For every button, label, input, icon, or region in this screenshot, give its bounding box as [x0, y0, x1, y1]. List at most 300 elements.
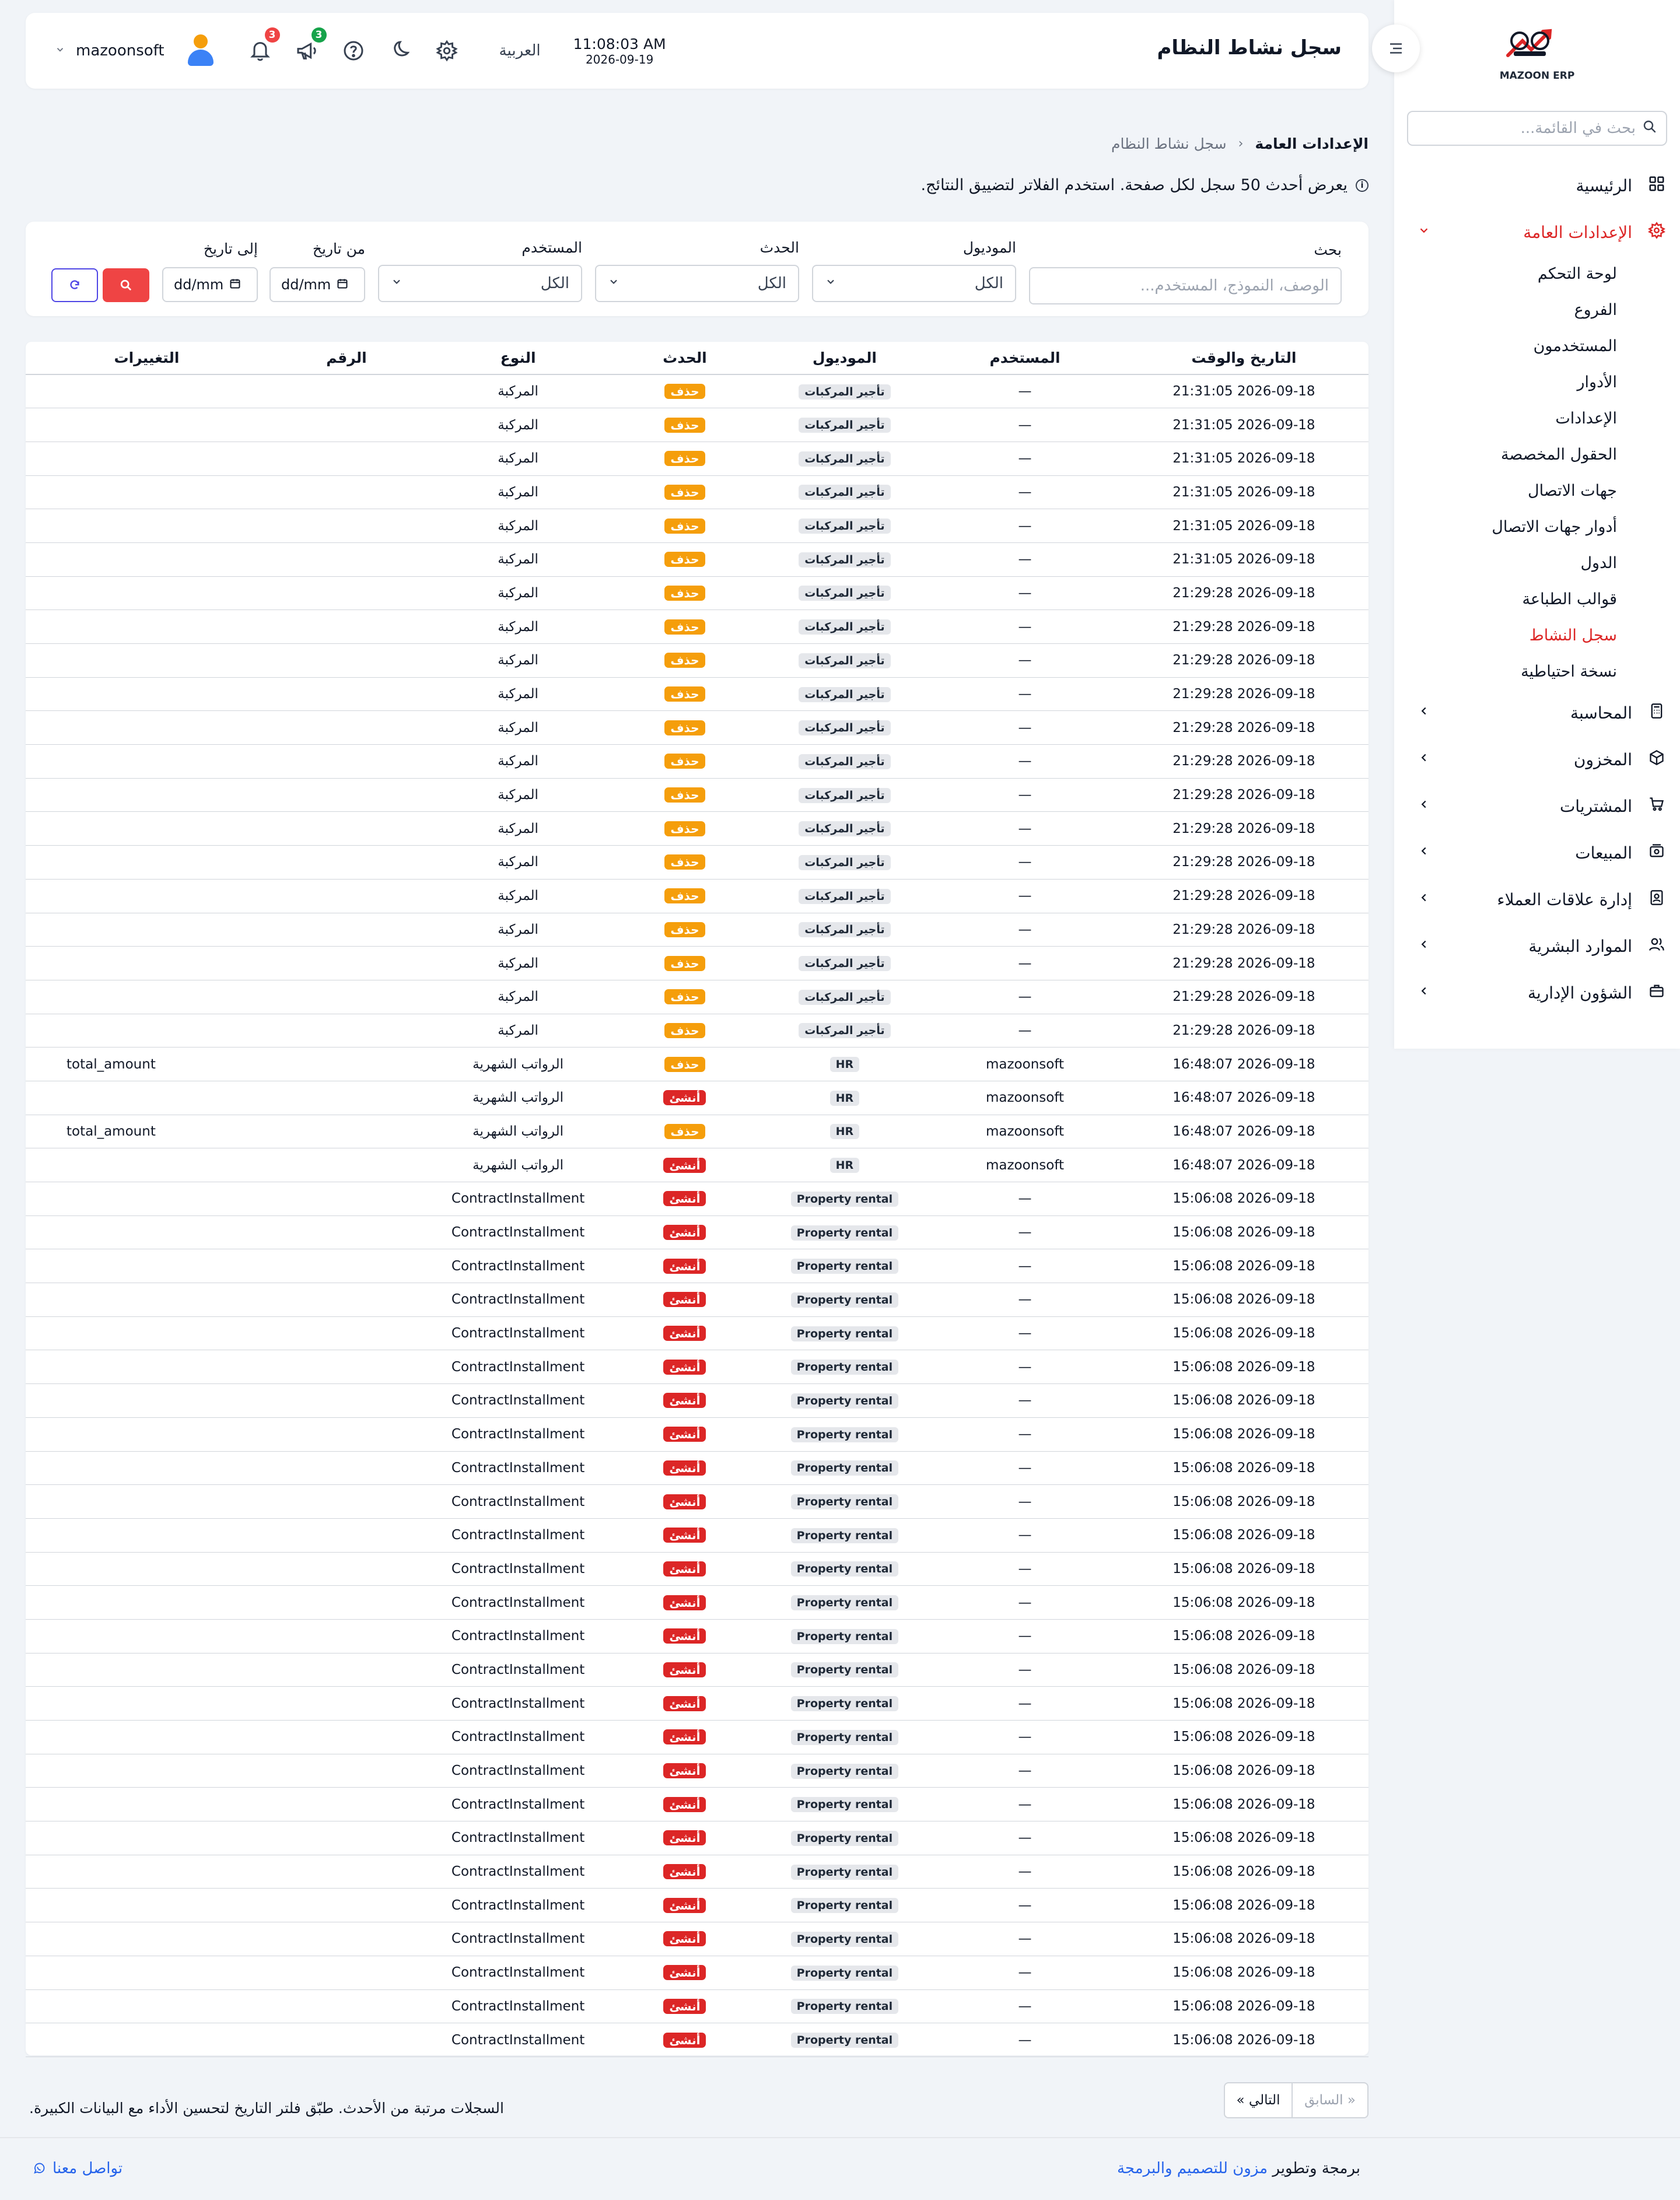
cell-changes [26, 1249, 268, 1283]
cell-event [611, 610, 758, 644]
module-tag: Property rental [791, 1192, 899, 1207]
table-row [26, 576, 1368, 610]
whatsapp-icon [33, 2162, 46, 2175]
logo[interactable] [1496, 23, 1578, 82]
sidebar-search-placeholder: بحث في القائمة... [1520, 120, 1636, 137]
cell-module [759, 1451, 931, 1485]
cell-user: — [930, 1788, 1119, 1821]
cell-event [611, 1115, 758, 1148]
cell-user: — [930, 1989, 1119, 2023]
top-header [26, 13, 1368, 89]
cell-type: ContractInstallment [425, 1384, 611, 1418]
event-badge: أنشئ [663, 1158, 706, 1173]
cell-datetime: 2026-09-18 21:31:05 [1119, 408, 1368, 442]
cell-changes [26, 1485, 268, 1519]
cell-number [268, 677, 425, 711]
cell-number [268, 1619, 425, 1653]
cell-user: — [930, 576, 1119, 610]
event-badge: أنشئ [663, 1864, 706, 1879]
module-tag: Property rental [791, 1966, 899, 1981]
cell-changes [26, 1417, 268, 1451]
user-select[interactable] [378, 265, 582, 302]
cell-type: ContractInstallment [425, 1721, 611, 1754]
sidebar-subitem-activity-log[interactable]: سجل النشاط [1529, 626, 1617, 644]
table-row [26, 846, 1368, 880]
users-icon [1645, 936, 1668, 957]
cell-changes [26, 1182, 268, 1216]
module-tag: تأجير المركبات [799, 821, 890, 836]
event-badge: أنشئ [663, 1393, 706, 1408]
cell-changes [26, 1384, 268, 1418]
cell-event [611, 1215, 758, 1249]
cell-number [268, 1048, 425, 1081]
from-date-input[interactable] [270, 267, 365, 302]
module-tag: HR [830, 1091, 860, 1106]
sidebar-subitem-users[interactable]: المستخدمون [1533, 337, 1617, 355]
event-badge: أنشئ [663, 1830, 706, 1845]
cell-type: ContractInstallment [425, 1821, 611, 1855]
table-row [26, 1619, 1368, 1653]
event-badge: أنشئ [663, 1729, 706, 1744]
cell-module [759, 1485, 931, 1519]
cell-type: ContractInstallment [425, 1485, 611, 1519]
cell-event [611, 576, 758, 610]
cell-module [759, 1989, 931, 2023]
cell-datetime: 2026-09-18 21:29:28 [1119, 745, 1368, 779]
event-select[interactable] [595, 265, 799, 302]
cell-module [759, 1788, 931, 1821]
grid-icon [1645, 175, 1668, 197]
cell-number [268, 1283, 425, 1317]
module-tag: تأجير المركبات [799, 788, 890, 803]
table-row [26, 1889, 1368, 1922]
cell-user: — [930, 1316, 1119, 1350]
module-tag: تأجير المركبات [799, 687, 890, 702]
search-icon [1643, 120, 1657, 138]
cell-module [759, 980, 931, 1014]
notifications-badge: 3 [265, 27, 280, 43]
menu-icon [1387, 40, 1405, 57]
cell-changes [26, 1586, 268, 1620]
cell-number [268, 1922, 425, 1956]
cell-event [611, 1855, 758, 1889]
cell-datetime: 2026-09-18 15:06:08 [1119, 1350, 1368, 1384]
cell-user: — [930, 1754, 1119, 1788]
cell-number [268, 1586, 425, 1620]
footer-credit-link[interactable]: مزون للتصميم والبرمجة [1116, 2160, 1268, 2177]
table-row [26, 677, 1368, 711]
cell-number [268, 913, 425, 947]
cell-module [759, 1081, 931, 1115]
sidebar-subitem-print-templates[interactable]: قوالب الطباعة [1522, 590, 1617, 608]
table-row [26, 1687, 1368, 1721]
cell-changes [26, 1316, 268, 1350]
sidebar-subitem-contacts[interactable]: جهات الاتصال [1527, 481, 1617, 500]
chevron-down-icon [608, 276, 620, 291]
logo-text: MAZOON ERP [1499, 70, 1575, 82]
table-row [26, 2023, 1368, 2057]
table-row [26, 542, 1368, 576]
module-tag: تأجير المركبات [799, 889, 890, 904]
cell-user: — [930, 745, 1119, 779]
column-header-event[interactable]: الحدث [611, 342, 758, 374]
cell-datetime: 2026-09-18 15:06:08 [1119, 1182, 1368, 1216]
cell-datetime: 2026-09-18 21:29:28 [1119, 677, 1368, 711]
cell-user: mazoonsoft [930, 1148, 1119, 1182]
event-badge: أنشئ [663, 1898, 706, 1913]
event-badge: أنشئ [663, 1797, 706, 1812]
logo-icon [1496, 23, 1578, 64]
cell-type: المركبة [425, 980, 611, 1014]
moon-icon [388, 39, 412, 62]
module-select[interactable] [812, 265, 1016, 302]
sidebar-toggle-button[interactable] [1372, 24, 1420, 72]
table-row [26, 778, 1368, 812]
announcements-button[interactable] [293, 29, 323, 65]
cell-user: — [930, 1451, 1119, 1485]
sidebar [1394, 0, 1680, 1049]
cell-module [759, 745, 931, 779]
cell-type: الرواتب الشهرية [425, 1115, 611, 1148]
column-header-changes[interactable]: التغييرات [26, 342, 268, 374]
cell-datetime: 2026-09-18 21:29:28 [1119, 644, 1368, 678]
module-tag: تأجير المركبات [799, 384, 890, 400]
sidebar-subitem-dashboard[interactable]: لوحة التحكم [1537, 264, 1617, 283]
cell-user: — [930, 1687, 1119, 1721]
sidebar-item-purchases[interactable] [1394, 783, 1680, 829]
cell-user: mazoonsoft [930, 1048, 1119, 1081]
module-tag: Property rental [791, 1932, 899, 1947]
cell-datetime: 2026-09-18 21:29:28 [1119, 879, 1368, 913]
column-header-datetime[interactable]: التاريخ والوقت [1119, 342, 1368, 374]
chevron-left-icon [1418, 937, 1430, 955]
cell-type: المركبة [425, 778, 611, 812]
sidebar-subitem-countries[interactable]: الدول [1580, 553, 1617, 572]
column-header-user[interactable]: المستخدم [930, 342, 1119, 374]
module-tag: Property rental [791, 1999, 899, 2014]
cell-datetime: 2026-09-18 15:06:08 [1119, 1989, 1368, 2023]
cell-datetime: 2026-09-18 16:48:07 [1119, 1115, 1368, 1148]
cell-changes [26, 644, 268, 678]
table-row [26, 1485, 1368, 1519]
table-row [26, 879, 1368, 913]
notifications-button[interactable] [246, 29, 276, 65]
cell-event [611, 1721, 758, 1754]
cell-user: — [930, 980, 1119, 1014]
header-actions [55, 13, 666, 89]
cell-number [268, 1148, 425, 1182]
cell-number [268, 1014, 425, 1048]
cell-event [611, 1687, 758, 1721]
cell-user: — [930, 1855, 1119, 1889]
cell-module [759, 1889, 931, 1922]
sidebar-item-admin-affairs[interactable] [1394, 969, 1680, 1016]
contact-text: تواصل معنا [52, 2160, 123, 2177]
cell-user: — [930, 1249, 1119, 1283]
cell-changes [26, 745, 268, 779]
module-tag: تأجير المركبات [799, 451, 890, 467]
breadcrumb-parent[interactable]: الإعدادات العامة [1255, 135, 1368, 152]
cell-number [268, 1552, 425, 1586]
cell-event [611, 778, 758, 812]
event-badge: حذف [664, 787, 705, 803]
cell-number [268, 1518, 425, 1552]
cell-changes [26, 812, 268, 846]
cell-event [611, 1788, 758, 1821]
cell-datetime: 2026-09-18 15:06:08 [1119, 1586, 1368, 1620]
module-tag: Property rental [791, 1393, 899, 1409]
table-row [26, 1518, 1368, 1552]
cell-type: ContractInstallment [425, 1619, 611, 1653]
sidebar-item-label: الشؤون الإدارية [1527, 983, 1632, 1003]
cell-datetime: 2026-09-18 15:06:08 [1119, 1619, 1368, 1653]
to-date-input[interactable] [162, 267, 258, 302]
cell-datetime: 2026-09-18 15:06:08 [1119, 1754, 1368, 1788]
event-badge: حذف [664, 754, 705, 769]
sidebar-item-label: المحاسبة [1570, 703, 1632, 723]
from-date-label: من تاريخ [312, 240, 365, 257]
cell-datetime: 2026-09-18 15:06:08 [1119, 1485, 1368, 1519]
event-badge: حذف [664, 888, 705, 903]
search-input[interactable] [1029, 267, 1342, 304]
cell-module [759, 913, 931, 947]
cell-number [268, 576, 425, 610]
cell-event [611, 1014, 758, 1048]
sidebar-item-hr[interactable] [1394, 923, 1680, 969]
contact-link[interactable] [33, 2160, 123, 2177]
cell-event [611, 1384, 758, 1418]
cell-datetime: 2026-09-18 16:48:07 [1119, 1048, 1368, 1081]
cell-changes: total_amount [26, 1115, 268, 1148]
cell-number [268, 1989, 425, 2023]
to-date-placeholder: dd/mm [174, 276, 224, 293]
bell-icon [249, 39, 272, 62]
cell-datetime: 2026-09-18 16:48:07 [1119, 1081, 1368, 1115]
avatar[interactable] [186, 34, 216, 67]
cell-changes [26, 1754, 268, 1788]
table-row [26, 610, 1368, 644]
cell-datetime: 2026-09-18 21:29:28 [1119, 846, 1368, 880]
cell-event [611, 879, 758, 913]
cell-user: — [930, 442, 1119, 475]
cell-number [268, 1956, 425, 1989]
module-tag: Property rental [791, 1427, 899, 1442]
cell-type: ContractInstallment [425, 1586, 611, 1620]
table-row [26, 1417, 1368, 1451]
cell-datetime: 2026-09-18 15:06:08 [1119, 1451, 1368, 1485]
table-row [26, 1451, 1368, 1485]
cell-event [611, 711, 758, 745]
cell-number [268, 1451, 425, 1485]
cell-user: — [930, 644, 1119, 678]
sidebar-item-general-settings[interactable] [1394, 209, 1680, 255]
column-header-module[interactable]: الموديول [759, 342, 931, 374]
column-header-number[interactable]: الرقم [268, 342, 425, 374]
cell-event [611, 644, 758, 678]
cell-event [611, 1350, 758, 1384]
chevron-down-icon [391, 276, 402, 291]
sidebar-item-crm[interactable] [1394, 876, 1680, 923]
cell-event [611, 677, 758, 711]
module-tag: Property rental [791, 2033, 899, 2048]
sidebar-item-sales[interactable] [1394, 829, 1680, 876]
cell-number [268, 408, 425, 442]
cell-module [759, 879, 931, 913]
cell-type: ContractInstallment [425, 1215, 611, 1249]
sidebar-item-accounting[interactable] [1394, 689, 1680, 736]
event-badge: حذف [664, 821, 705, 836]
module-tag: تأجير المركبات [799, 922, 890, 937]
event-badge: أنشئ [663, 1460, 706, 1476]
module-tag: تأجير المركبات [799, 619, 890, 635]
table-row [26, 812, 1368, 846]
cell-number [268, 1115, 425, 1148]
cell-user: — [930, 1182, 1119, 1216]
event-badge: أنشئ [663, 1191, 706, 1206]
cell-user: — [930, 711, 1119, 745]
cell-datetime: 2026-09-18 15:06:08 [1119, 1821, 1368, 1855]
sidebar-item-inventory[interactable] [1394, 736, 1680, 783]
table-body [26, 374, 1368, 2057]
cell-module [759, 711, 931, 745]
gear-icon [436, 40, 458, 62]
cell-event [611, 1148, 758, 1182]
cell-module [759, 1283, 931, 1317]
cart-icon [1645, 796, 1668, 817]
event-badge: أنشئ [663, 1292, 706, 1307]
cell-module [759, 576, 931, 610]
sidebar-submenu [1394, 255, 1680, 689]
cell-event [611, 1586, 758, 1620]
cell-event [611, 1889, 758, 1922]
sidebar-subitem-contact-roles[interactable]: أدوار جهات الاتصال [1492, 517, 1617, 536]
event-badge: أنشئ [663, 1628, 706, 1644]
sidebar-subitem-settings[interactable]: الإعدادات [1555, 409, 1617, 428]
cell-changes [26, 1721, 268, 1754]
cell-user: — [930, 542, 1119, 576]
module-tag: Property rental [791, 1528, 899, 1543]
table-row [26, 1115, 1368, 1148]
cell-event [611, 374, 758, 408]
cell-user: — [930, 913, 1119, 947]
cell-event [611, 475, 758, 509]
sidebar-subitem-backup[interactable]: نسخة احتياطية [1521, 662, 1617, 681]
cell-type: ContractInstallment [425, 1855, 611, 1889]
cell-datetime: 2026-09-18 15:06:08 [1119, 1384, 1368, 1418]
module-tag: Property rental [791, 1259, 899, 1274]
sidebar-subitem-custom-fields[interactable]: الحقول المخصصة [1500, 445, 1617, 464]
cell-type: ContractInstallment [425, 1653, 611, 1687]
chevron-down-icon[interactable] [55, 44, 65, 58]
footer-credit [1117, 2160, 1360, 2177]
chevron-left-icon [1418, 751, 1430, 768]
cell-module [759, 1552, 931, 1586]
cell-event [611, 509, 758, 543]
dark-mode-toggle[interactable] [386, 37, 414, 65]
cell-type: المركبة [425, 542, 611, 576]
cell-module [759, 1316, 931, 1350]
footer-divider [0, 2137, 1680, 2138]
event-badge: حذف [664, 384, 705, 399]
cell-type: المركبة [425, 644, 611, 678]
cell-number [268, 1249, 425, 1283]
activity-log-table [26, 342, 1368, 2055]
help-button[interactable] [340, 37, 368, 65]
cell-type: المركبة [425, 711, 611, 745]
event-badge: حذف [664, 1057, 705, 1072]
cell-datetime: 2026-09-18 15:06:08 [1119, 1721, 1368, 1754]
event-badge: حذف [664, 418, 705, 433]
to-date-label: إلى تاريخ [203, 240, 258, 257]
cell-event [611, 1485, 758, 1519]
cell-user: — [930, 1215, 1119, 1249]
pagination-prev-button[interactable]: « السابق [1292, 2082, 1368, 2118]
cell-module [759, 1215, 931, 1249]
cell-changes [26, 711, 268, 745]
sidebar-subitem-roles[interactable]: الأدوار [1577, 373, 1617, 391]
sidebar-item-label: الموارد البشرية [1528, 936, 1632, 956]
cell-event [611, 1081, 758, 1115]
cell-type: ContractInstallment [425, 1283, 611, 1317]
pagination-next-button[interactable]: التالي » [1224, 2082, 1292, 2118]
cell-datetime: 2026-09-18 15:06:08 [1119, 1687, 1368, 1721]
settings-button[interactable] [433, 37, 461, 65]
column-header-type[interactable]: النوع [425, 342, 611, 374]
sort-note: السجلات مرتبة من الأحدث. طبّق فلتر التاريخ لتحسين الأداء مع البيانات الكبيرة. [29, 2100, 504, 2117]
cell-number [268, 1855, 425, 1889]
cell-type: ContractInstallment [425, 1788, 611, 1821]
sidebar-subitem-branches[interactable]: الفروع [1574, 300, 1617, 319]
cell-type: ContractInstallment [425, 1518, 611, 1552]
clock-time: 11:08:03 AM [573, 35, 666, 52]
table-header-row [26, 342, 1368, 374]
table-row [26, 745, 1368, 779]
cell-type: ContractInstallment [425, 1417, 611, 1451]
calculator-icon [1645, 703, 1668, 723]
module-tag: Property rental [791, 1360, 899, 1375]
cell-module [759, 1350, 931, 1384]
event-badge: أنشئ [663, 1225, 706, 1240]
sidebar-item-label: المخزون [1573, 749, 1632, 769]
cell-datetime: 2026-09-18 15:06:08 [1119, 1855, 1368, 1889]
cell-user: — [930, 1552, 1119, 1586]
module-tag: تأجير المركبات [799, 653, 890, 668]
module-tag: تأجير المركبات [799, 418, 890, 433]
event-badge: أنشئ [663, 1561, 706, 1577]
event-badge: أنشئ [663, 1965, 706, 1980]
cell-datetime: 2026-09-18 15:06:08 [1119, 1922, 1368, 1956]
module-tag: تأجير المركبات [799, 956, 890, 971]
sidebar-search-input[interactable] [1407, 111, 1667, 146]
cell-user: mazoonsoft [930, 1081, 1119, 1115]
user-menu-button[interactable]: mazoonsoft [76, 42, 164, 59]
cell-datetime: 2026-09-18 15:06:08 [1119, 1552, 1368, 1586]
language-switcher[interactable]: العربية [499, 42, 541, 59]
cell-type: ContractInstallment [425, 1889, 611, 1922]
table-row [26, 1788, 1368, 1821]
cell-datetime: 2026-09-18 15:06:08 [1119, 1417, 1368, 1451]
reset-button[interactable] [51, 268, 98, 302]
cell-changes [26, 408, 268, 442]
table-row [26, 1081, 1368, 1115]
cell-event [611, 1316, 758, 1350]
search-button[interactable] [103, 268, 149, 302]
sidebar-item-home[interactable] [1394, 162, 1680, 209]
cell-datetime: 2026-09-18 15:06:08 [1119, 1956, 1368, 1989]
cell-changes [26, 1855, 268, 1889]
cell-event [611, 1821, 758, 1855]
search-icon [120, 279, 132, 292]
